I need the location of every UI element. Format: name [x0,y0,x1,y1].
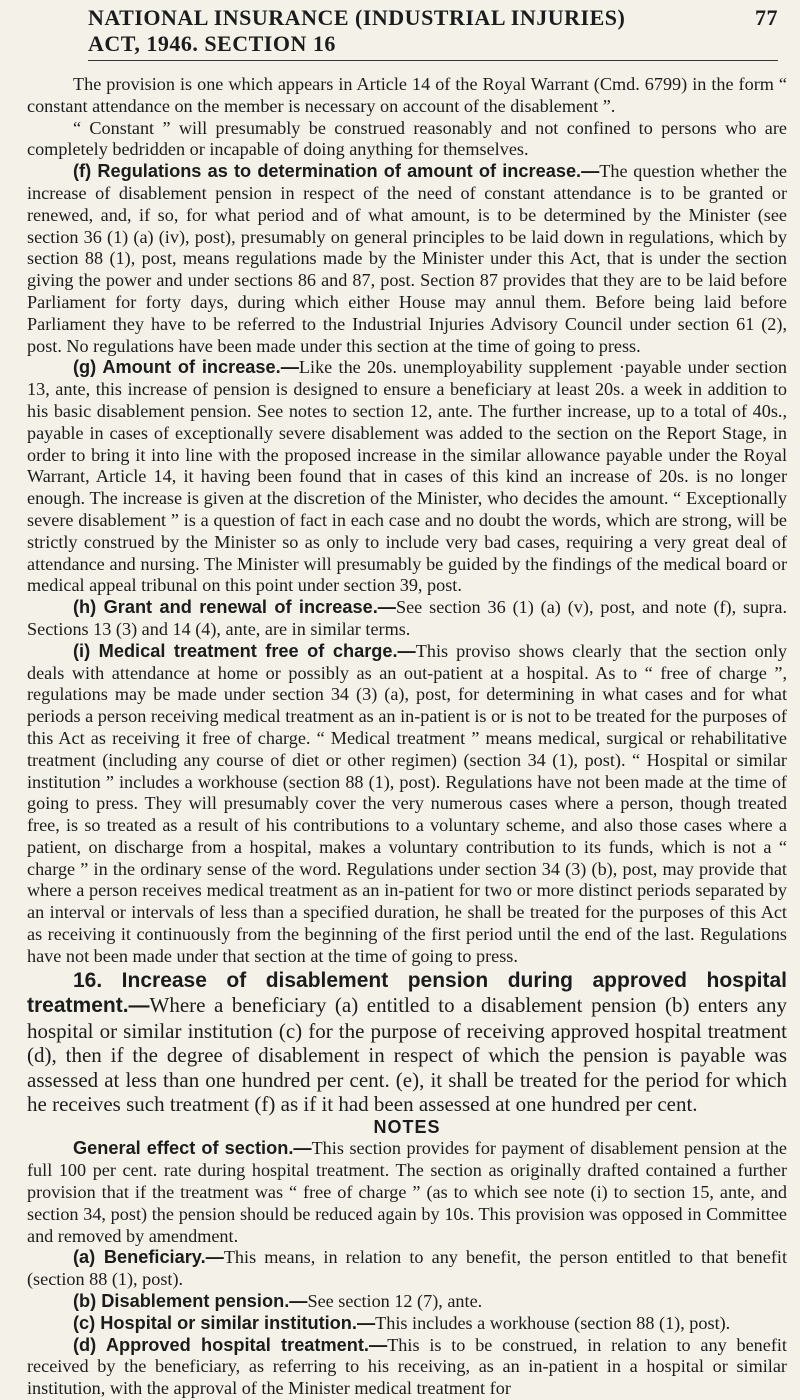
header-rule [88,60,778,61]
note-h: (h) Grant and renewal of increase.—See section 36 (1) (a) (v), post, and note (f), supra. Sections 13 (3) and 14 (4), ante, are in similar terms. [27,597,787,639]
note-c: (c) Hospital or similar institution.—This includes a workhouse (section 88 (1), post). [73,1312,731,1333]
header-title: NATIONAL INSURANCE (INDUSTRIAL INJURIES) [88,5,626,30]
notes-heading: NOTES [373,1116,441,1137]
note-i: (i) Medical treatment free of charge.—This proviso shows clearly that the section only deals with attendance at home or possibly as an out-patient at a hospital. As to “ free of charge ”, regulations may be made under section 34 (3) (a), post, for determining in what cases and for what periods a person receiving medical treatment as an in-patient is or is not to be treated for the purposes of this Act as receiving it free of charge. “ Medical treatment ” means medical, surgical or rehabilitative treatment (including any course of diet or other regimen) (section 34 (1), post). “ Hospital or similar institution ” includes a workhouse (section 88 (1), post). Regulations have not been made at the time of going to press. They will presumably cover the very numerous cases where a person, though treated free, is so treated as a result of his contributions to a voluntary scheme, and also those cases where a patient, on discharge from a hospital, makes a voluntary contribution to its funds, which is not a “ charge ” in the ordinary sense of the word. Regulations under section 34 (3) (b), post, may provide that where a person receives medical treatment as an in-patient for two or more distinct periods separated by an interval or intervals of less than a specified duration, he shall be treated for the purposes of this Act as receiving it continuously from the beginning of the first period until the end of the last. Regulations have not been made under that section at the time of going to press. [27,640,787,966]
body-text [27,74,787,1400]
note-f: (f) Regulations as to determination of amount of increase.—The question whether the increase of disablement pension in respect of the need of constant attendance is to be granted or renewed, and, if so, for what period and of what amount, is to be determined by the Minister (see section 36 (1) (a) (iv), post), presumably on general principles to be laid down in regulations, which by section 88 (1), post, means regulations made by the Minister under this Act, that is under the section giving the power and under sections 86 and 87, post. Section 87 provides that they are to be laid before Parliament for forty days, during which either House may annul them. Before being laid before Parliament they have to be referred to the Industrial Injuries Advisory Council under section 61 (2), post. No regulations have been made under this section at the time of going to press. [27,161,787,356]
note-d: (d) Approved hospital treatment.—This is to be construed, in relation to any benefit received by the beneficiary, as referring to his receiving, as an in-patient in a hospital or similar institution, with the approval of the Minister medical treatment for [27,1334,787,1399]
paragraph: The provision is one which appears in Article 14 of the Royal Warrant (Cmd. 6799) in the form “ constant attendance on the member is necessary on account of the disablement ”. [27,74,787,116]
note-a: (a) Beneficiary.—This means, in relation to any benefit, the person entitled to that benefit (section 88 (1), post). [27,1247,787,1290]
note-heading: General effect of section.— [73,1138,312,1159]
note-heading: (b) Disablement pension.— [73,1291,308,1312]
note-heading: (f) Regulations as to determination of amount of increase.— [73,161,600,182]
note-heading: (a) Beneficiary.— [73,1247,224,1268]
note-heading: (d) Approved hospital treatment.— [73,1334,388,1355]
running-subheader: ACT, 1946. SECTION 16 [88,31,336,56]
note-heading: (i) Medical treatment free of charge.— [73,640,416,661]
paragraph: “ Constant ” will presumably be construed reasonably and not confined to persons who are completely bedridden or incapable of doing anything for themselves. [27,117,787,160]
note-g: (g) Amount of increase.—Like the 20s. unemployability supplement ·payable under section 13, ante, this increase of pension is designed to ensure a beneficiary at least 20s. a week in addition to his basic disablement pension. See notes to section 12, ante. The further increase, up to a total of 40s., payable in cases of exceptionally severe disablement was added to the section on the Report Stage, in order to bring it into line with the proposed increase in the similar allowance payable under the Royal Warrant, Article 14, it having been found that in cases of this kind an increase of 20s. is no longer enough. The increase is given at the discretion of the Minister, who decides the amount. “ Exceptionally severe disablement ” is a question of fact in each case and no doubt the words, which are strong, will be strictly construed by the Minister so as only to include very bad cases, requiring a very great deal of attendance and nursing. The Minister will presumably be guided by the findings of the medical board or medical appeal tribunal on this point under section 39, post. [27,357,787,596]
note-heading: (c) Hospital or similar institution.— [73,1312,376,1333]
note-heading: (g) Amount of increase.— [73,357,299,378]
running-header [88,4,778,32]
page-number: 77 [755,5,778,30]
note-general-effect: General effect of section.—This section provides for payment of disablement pension at the full 100 per cent. rate during hospital treatment. The section as originally drafted contained a further provision that if the treatment was “ free of charge ” (as to which see note (i) to section 15, ante, and section 34, post) the pension should be reduced again by 10s. This provision was opposed in Committee and removed by amendment. [27,1138,787,1246]
section-16: 16. Increase of disablement pension during approved hospital treatment.—Where a beneficiary (a) entitled to a disablement pension (b) enters any hospital or similar institution (c) for the purpose of receiving approved hospital treatment (d), then if the degree of disablement in respect of which the pension is payable was assessed at less than one hundred per cent. (e), it shall be treated for the period for which he receives such treatment (f) as if it had been assessed at one hundred per cent. [27,968,787,1117]
section-heading: 16. Increase of disablement pension during approved hospital treatment.— [27,968,787,1018]
note-b: (b) Disablement pension.—See section 12 (7), ante. [73,1291,483,1312]
note-heading: (h) Grant and renewal of increase.— [73,597,396,618]
